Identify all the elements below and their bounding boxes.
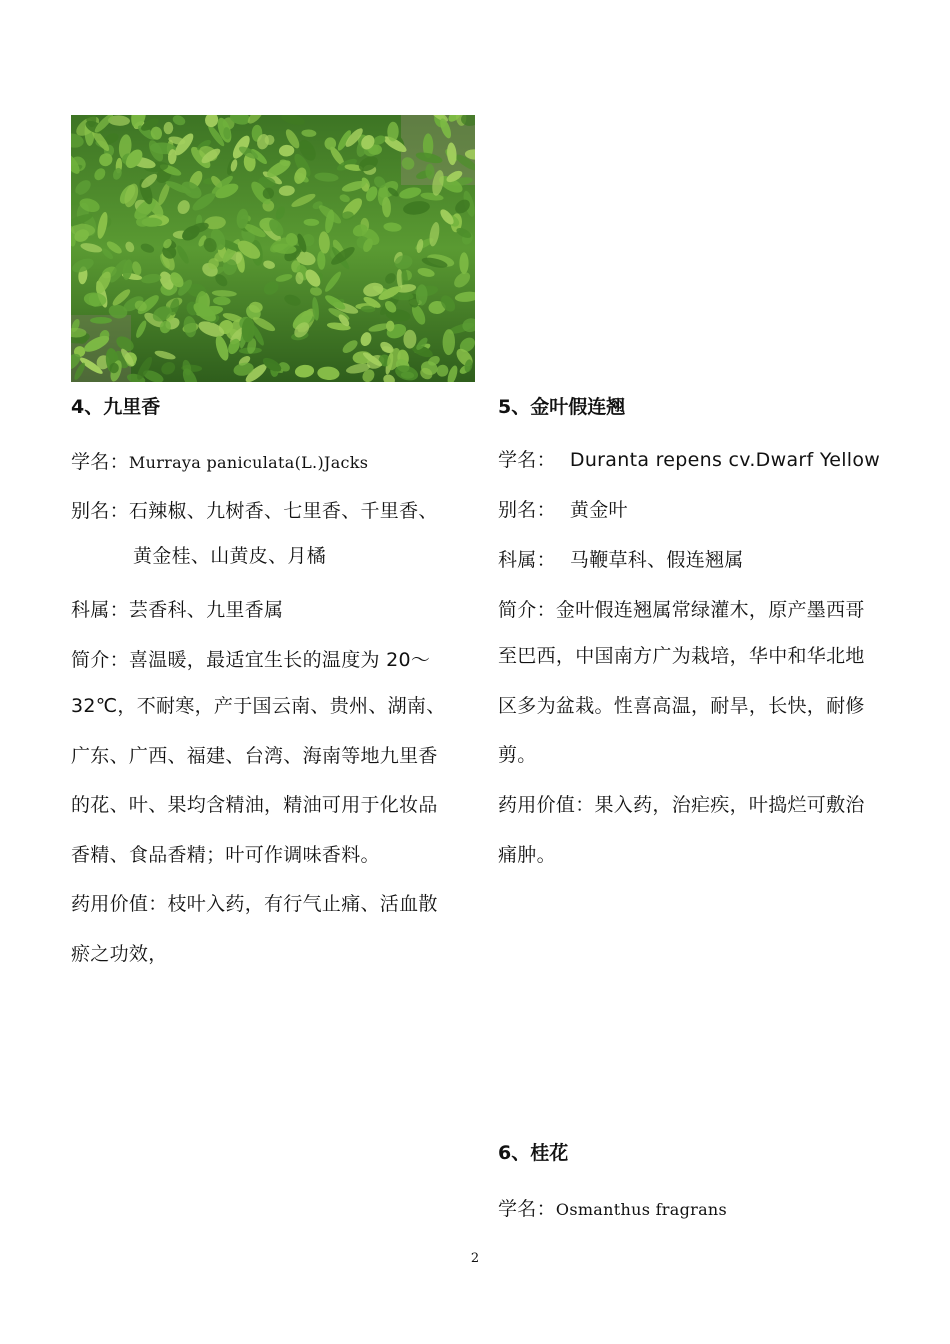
page-number: 2	[470, 1251, 480, 1266]
family-row	[498, 547, 744, 573]
leaf-shape	[459, 252, 468, 274]
medicinal-line-1: 药用价值：枝叶入药，有行气止痛、活血散	[71, 893, 438, 915]
alias-label: 别名：	[498, 499, 556, 521]
intro-line-3: 区多为盆栽。性喜高温，耐旱，长快，耐修	[498, 695, 865, 717]
section-title-murraya: 4、九里香	[71, 396, 161, 418]
scientific-name-value: Murraya paniculata(L.)Jacks	[128, 453, 369, 472]
section-title-duranta: 5、金叶假连翘	[498, 396, 626, 418]
medicinal-line-1: 药用价值：果入药，治疟疾，叶捣烂可敷治	[498, 794, 865, 816]
section-title-osmanthus: 6、桂花	[498, 1142, 569, 1164]
alias-value: 黄金叶	[569, 499, 628, 521]
scientific-name-row-2	[498, 1196, 727, 1223]
family-value: 马鞭草科、假连翘属	[569, 549, 744, 571]
intro-line-1: 简介：喜温暖，最适宜生长的温度为 20～	[71, 649, 431, 671]
alias-row	[498, 497, 628, 523]
scientific-name-value: Duranta repens cv.Dwarf Yellow	[569, 449, 881, 471]
intro-line-3: 广东、广西、福建、台湾、海南等地九里香	[71, 745, 438, 767]
intro-line-4: 的花、叶、果均含精油，精油可用于化妆品	[71, 794, 438, 816]
medicinal-line-2: 痛肿。	[498, 844, 556, 866]
intro-line-2: 32℃，不耐寒，产于国云南、贵州、湖南、	[71, 695, 446, 717]
scientific-name-label: 学名：	[71, 451, 129, 473]
scientific-name-row	[498, 447, 880, 473]
intro-line-1: 简介：金叶假连翘属常绿灌木，原产墨西哥	[498, 599, 865, 621]
medicinal-line-2: 瘀之功效，	[71, 943, 168, 965]
intro-line-5: 香精、食品香精；叶可作调味香料。	[71, 844, 380, 866]
scientific-name-row	[71, 449, 368, 476]
scientific-name-label: 学名：	[498, 449, 556, 471]
intro-line-4: 剪。	[498, 744, 537, 766]
alias-line-1: 别名：石辣椒、九树香、七里香、千里香、	[71, 500, 438, 522]
leaf-shape	[90, 317, 112, 324]
alias-line-2: 黄金桂、山黄皮、月橘	[133, 545, 327, 567]
family-label: 科属：	[498, 549, 556, 571]
murraya-shrub-photo	[71, 115, 475, 382]
scientific-name-label: 学名：	[498, 1198, 556, 1220]
scientific-name-value: Osmanthus fragrans	[555, 1200, 728, 1219]
family-line: 科属：芸香科、九里香属	[71, 599, 284, 621]
intro-line-2: 至巴西，中国南方广为栽培，华中和华北地	[498, 645, 865, 667]
foliage-image	[71, 115, 475, 382]
